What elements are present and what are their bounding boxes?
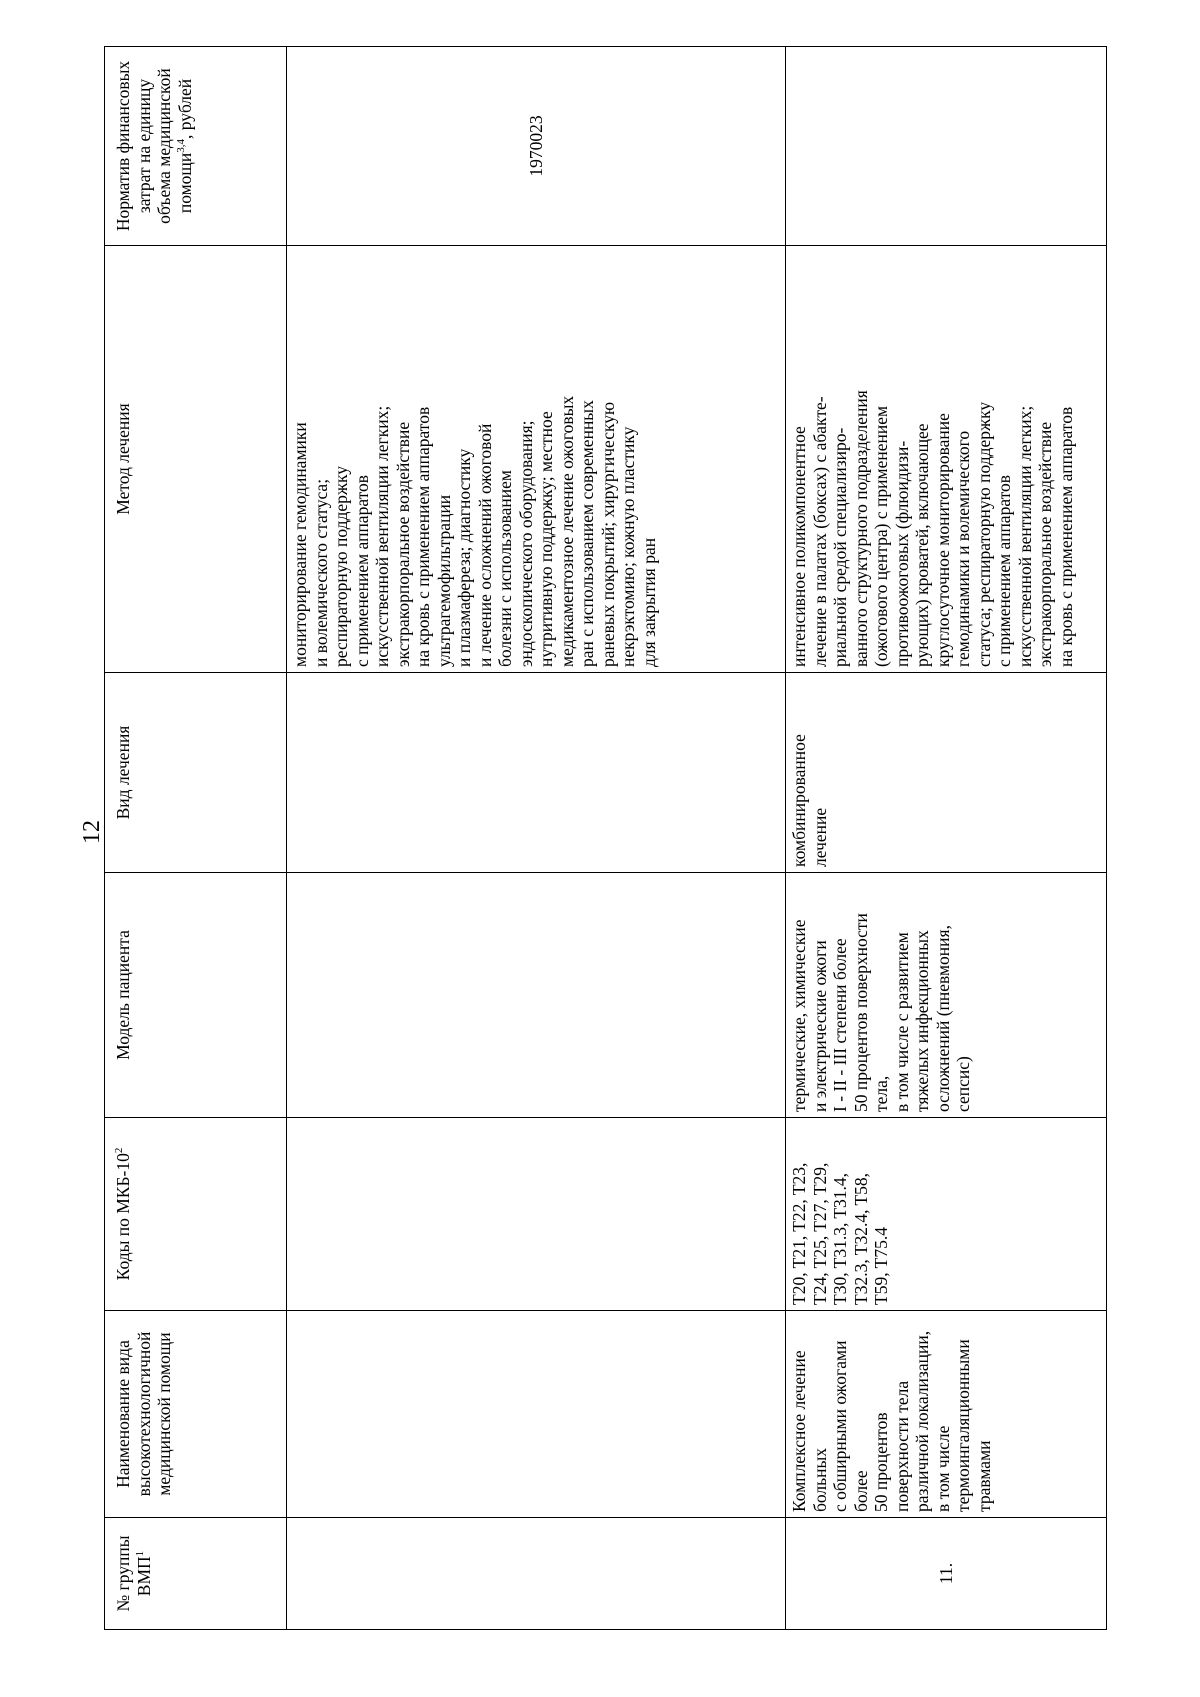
header-patient-model: Модель пациента (105, 873, 287, 1118)
header-treatment-method: Метод лечения (105, 246, 287, 673)
cell-treatment-method: мониторирование гемодинамики и волемического статуса; респираторную поддержку с применением аппаратов искусственной вентиляции легких; экстракорпоральное воздействие на кровь с применением аппаратов ультрагемофильтрации и плазмафереза; диагностику и лечение осложнений ожоговой болезни с использованием эндоскопического оборудования; нутритивную поддержку; местное медикаментозное лечение ожоговых ран с использованием современных раневых покрытий; хирургическую некрэктомию; кожную пластику для закрытия ран (287, 246, 786, 673)
cell-group-number: 11. (786, 1518, 1107, 1630)
table-row (287, 47, 786, 1630)
cell-patient-model: термические, химические и электрические ожоги I - II - III степени более 50 процентов поверхности тела, в том числе с развитием тяжелых инфекционных осложнений (пневмония, сепсис) (786, 873, 1107, 1118)
vmp-table (104, 46, 1107, 1630)
cell-treatment-type: комбинированное лечение (786, 673, 1107, 873)
header-care-type-name: Наименование вида высокотехнологичной медицинской помощи (105, 1311, 287, 1518)
cell-treatment-type (287, 673, 786, 873)
header-treatment-type: Вид лечения (105, 673, 287, 873)
cell-care-type-name: Комплексное лечение больных с обширными ожогами более 50 процентов поверхности тела различной локализации, в том числе термоингаляционными травмами (786, 1311, 1107, 1518)
page-number: 12 (79, 820, 105, 844)
table-row (786, 47, 1107, 1630)
header-cost-norm: Норматив финансовых затрат на единицу объема медицинской помощи$^{3,4}$, рублей (105, 47, 287, 246)
cell-icd-codes (287, 1118, 786, 1311)
cell-care-type-name (287, 1311, 786, 1518)
header-row (105, 47, 287, 1630)
cell-icd-codes: T20, T21, T22, T23, T24, T25, T27, T29, T30, T31.3, T31.4, T32.3, T32.4, T58, T59, T75.4 (786, 1118, 1107, 1311)
cell-group-number (287, 1518, 786, 1630)
header-group-number: № группы ВМП$^1$ (105, 1518, 287, 1630)
cell-cost-norm (786, 47, 1107, 246)
rotated-table-container (104, 47, 1106, 1630)
header-icd-codes: Коды по МКБ-$10^2$ (105, 1118, 287, 1311)
cell-patient-model (287, 873, 786, 1118)
cell-treatment-method: интенсивное поликомпонентное лечение в палатах (боксах) с абакте- риальной средой специализиро- ванного структурного подразделения (ожогового центра) с применением противоожоговых (флюидизи- рующих) кроватей, включающее круглосуточное мониторирование гемодинамики и волемического статуса; респираторную поддержку с применением аппаратов искусственной вентиляции легких; экстракорпоральное воздействие на кровь с применением аппаратов (786, 246, 1107, 673)
cell-cost-norm: 1970023 (287, 47, 786, 246)
